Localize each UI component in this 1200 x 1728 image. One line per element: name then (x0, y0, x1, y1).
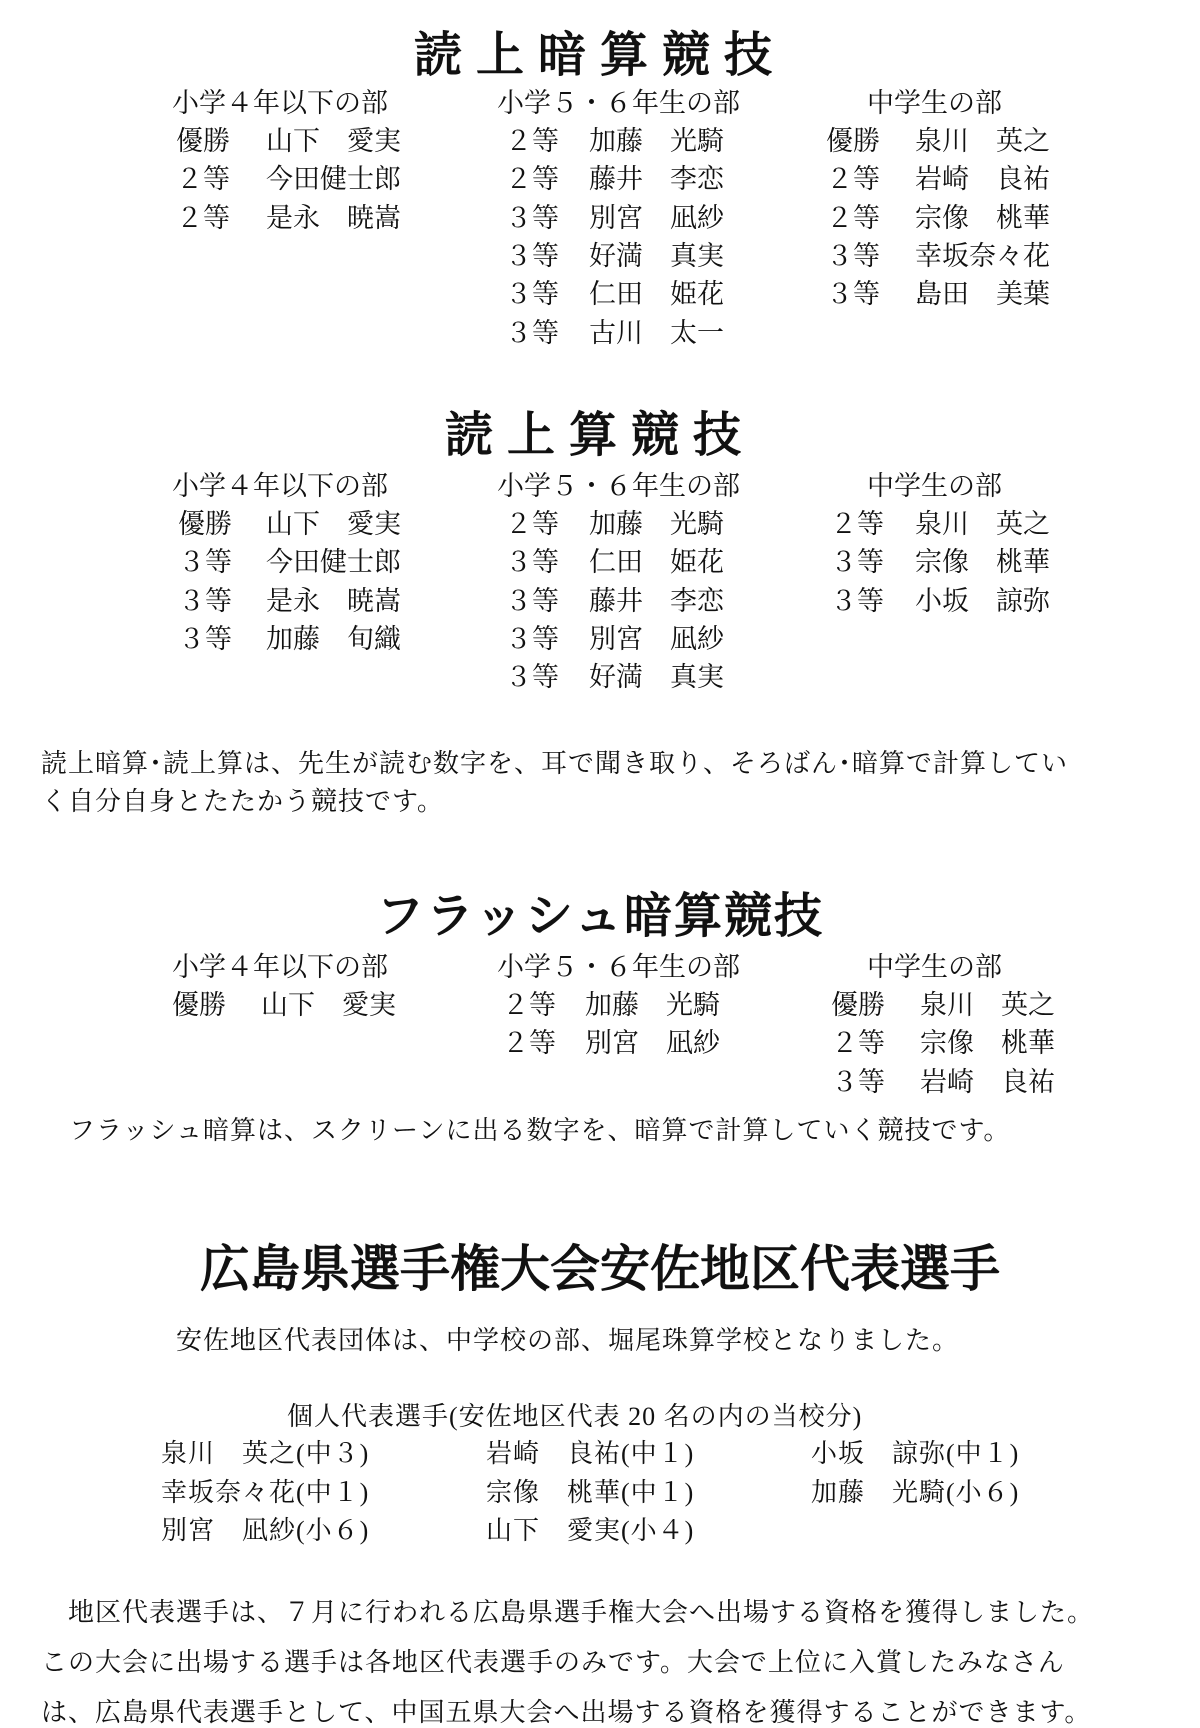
rank-label: 優勝 (178, 509, 232, 539)
contestant-name: 山下 愛実 (266, 126, 401, 156)
division-header: 小学４年以下の部 (172, 952, 388, 982)
representative-name: 泉川 英之(中３) (161, 1439, 370, 1468)
rank-label: ３等 (178, 624, 232, 654)
division-header: 小学４年以下の部 (172, 88, 388, 118)
rank-label: ２等 (176, 203, 230, 233)
contestant-name: 山下 愛実 (266, 509, 401, 539)
rank-label: ２等 (826, 164, 880, 194)
rank-label: ３等 (830, 586, 884, 616)
division-header: 小学４年以下の部 (172, 471, 388, 501)
contestant-name: 幸坂奈々花 (915, 241, 1050, 271)
contestant-name: 加藤 旬織 (266, 624, 401, 654)
contestant-name: 加藤 光騎 (585, 990, 720, 1020)
contestant-name: 宗像 桃華 (915, 547, 1050, 577)
contestant-name: 別宮 凪紗 (585, 1028, 720, 1058)
contestant-name: 加藤 光騎 (589, 126, 724, 156)
contestant-name: 宗像 桃華 (915, 203, 1050, 233)
contestant-name: 是永 暁嵩 (266, 203, 401, 233)
rank-label: ３等 (505, 279, 559, 309)
representatives-title: 広島県選手権大会安佐地区代表選手 (200, 1241, 1000, 1297)
section-title: 読上算競技 (444, 409, 755, 462)
team-line: 安佐地区代表団体は、中学校の部、堀尾珠算学校となりました。 (176, 1326, 960, 1355)
rank-label: ２等 (505, 509, 559, 539)
rank-label: ２等 (502, 1028, 556, 1058)
contestant-name: 今田健士郎 (266, 164, 401, 194)
contestant-name: 宗像 桃華 (920, 1028, 1055, 1058)
representative-name: 山下 愛実(小４) (486, 1516, 695, 1545)
rank-label: ３等 (505, 203, 559, 233)
division-header: 中学生の部 (867, 471, 1002, 501)
representative-name: 小坂 諒弥(中１) (811, 1439, 1020, 1468)
contestant-name: 小坂 諒弥 (915, 586, 1050, 616)
rank-label: ３等 (505, 662, 559, 692)
rank-label: ３等 (826, 241, 880, 271)
section-title: 読上暗算競技 (413, 29, 786, 82)
rank-label: ３等 (505, 318, 559, 348)
division-header: 小学５・６年生の部 (497, 88, 740, 118)
contestant-name: 岩崎 良祐 (920, 1067, 1055, 1097)
closing-paragraph: は、広島県代表選手として、中国五県大会へ出場する資格を獲得することができます。 (41, 1698, 1092, 1727)
contestant-name: 泉川 英之 (915, 509, 1050, 539)
division-header: 中学生の部 (867, 952, 1002, 982)
representative-name: 幸坂奈々花(中１) (161, 1477, 370, 1507)
rank-label: ２等 (831, 1028, 885, 1058)
rank-label: ２等 (502, 990, 556, 1020)
rank-label: 優勝 (831, 990, 885, 1020)
reading-note: 読上暗算･読上算は、先生が読む数字を、耳で聞き取り、そろばん･暗算で計算してい (41, 749, 1069, 778)
rank-label: ３等 (826, 279, 880, 309)
division-header: 小学５・６年生の部 (497, 952, 740, 982)
contestant-name: 仁田 姫花 (589, 279, 724, 309)
rank-label: ２等 (505, 126, 559, 156)
rank-label: ３等 (505, 547, 559, 577)
contestant-name: 岩崎 良祐 (915, 164, 1050, 194)
representative-name: 宗像 桃華(中１) (486, 1477, 695, 1507)
contestant-name: 今田健士郎 (266, 547, 401, 577)
representative-name: 岩崎 良祐(中１) (486, 1439, 695, 1468)
rank-label: ２等 (826, 203, 880, 233)
flash-note: フラッシュ暗算は、スクリーンに出る数字を、暗算で計算していく競技です。 (69, 1116, 1011, 1145)
contestant-name: 藤井 李恋 (589, 164, 724, 194)
reading-note: く自分自身とたたかう競技です。 (41, 787, 444, 816)
rank-label: ３等 (178, 547, 232, 577)
rank-label: ３等 (178, 586, 232, 616)
rank-label: ３等 (505, 241, 559, 271)
contestant-name: 泉川 英之 (915, 126, 1050, 156)
rank-label: ２等 (505, 164, 559, 194)
representative-name: 別宮 凪紗(小６) (161, 1516, 370, 1545)
rank-label: 優勝 (172, 990, 226, 1020)
contestant-name: 加藤 光騎 (589, 509, 724, 539)
contestant-name: 別宮 凪紗 (589, 203, 724, 233)
rank-label: ３等 (831, 1067, 885, 1097)
individual-header: 個人代表選手(安佐地区代表 20 名の内の当校分) (287, 1402, 863, 1431)
contestant-name: 古川 太一 (589, 318, 724, 348)
rank-label: ２等 (176, 164, 230, 194)
division-header: 中学生の部 (867, 88, 1002, 118)
rank-label: ３等 (830, 547, 884, 577)
contestant-name: 島田 美葉 (915, 279, 1050, 309)
rank-label: 優勝 (826, 126, 880, 156)
contestant-name: 泉川 英之 (920, 990, 1055, 1020)
contestant-name: 仁田 姫花 (589, 547, 724, 577)
contestant-name: 好満 真実 (589, 662, 724, 692)
division-header: 小学５・６年生の部 (497, 471, 740, 501)
rank-label: ２等 (830, 509, 884, 539)
rank-label: 優勝 (176, 126, 230, 156)
contestant-name: 別宮 凪紗 (589, 624, 724, 654)
representative-name: 加藤 光騎(小６) (811, 1477, 1020, 1507)
contestant-name: 藤井 李恋 (589, 586, 724, 616)
contestant-name: 好満 真実 (589, 241, 724, 271)
contestant-name: 是永 暁嵩 (266, 586, 401, 616)
closing-paragraph: 地区代表選手は、７月に行われる広島県選手権大会へ出場する資格を獲得しました。 (41, 1598, 1095, 1627)
rank-label: ３等 (505, 624, 559, 654)
contestant-name: 山下 愛実 (261, 990, 396, 1020)
section-title: フラッシュ暗算競技 (375, 890, 825, 943)
closing-paragraph: この大会に出場する選手は各地区代表選手のみです。大会で上位に入賞したみなさん (41, 1648, 1065, 1677)
rank-label: ３等 (505, 586, 559, 616)
